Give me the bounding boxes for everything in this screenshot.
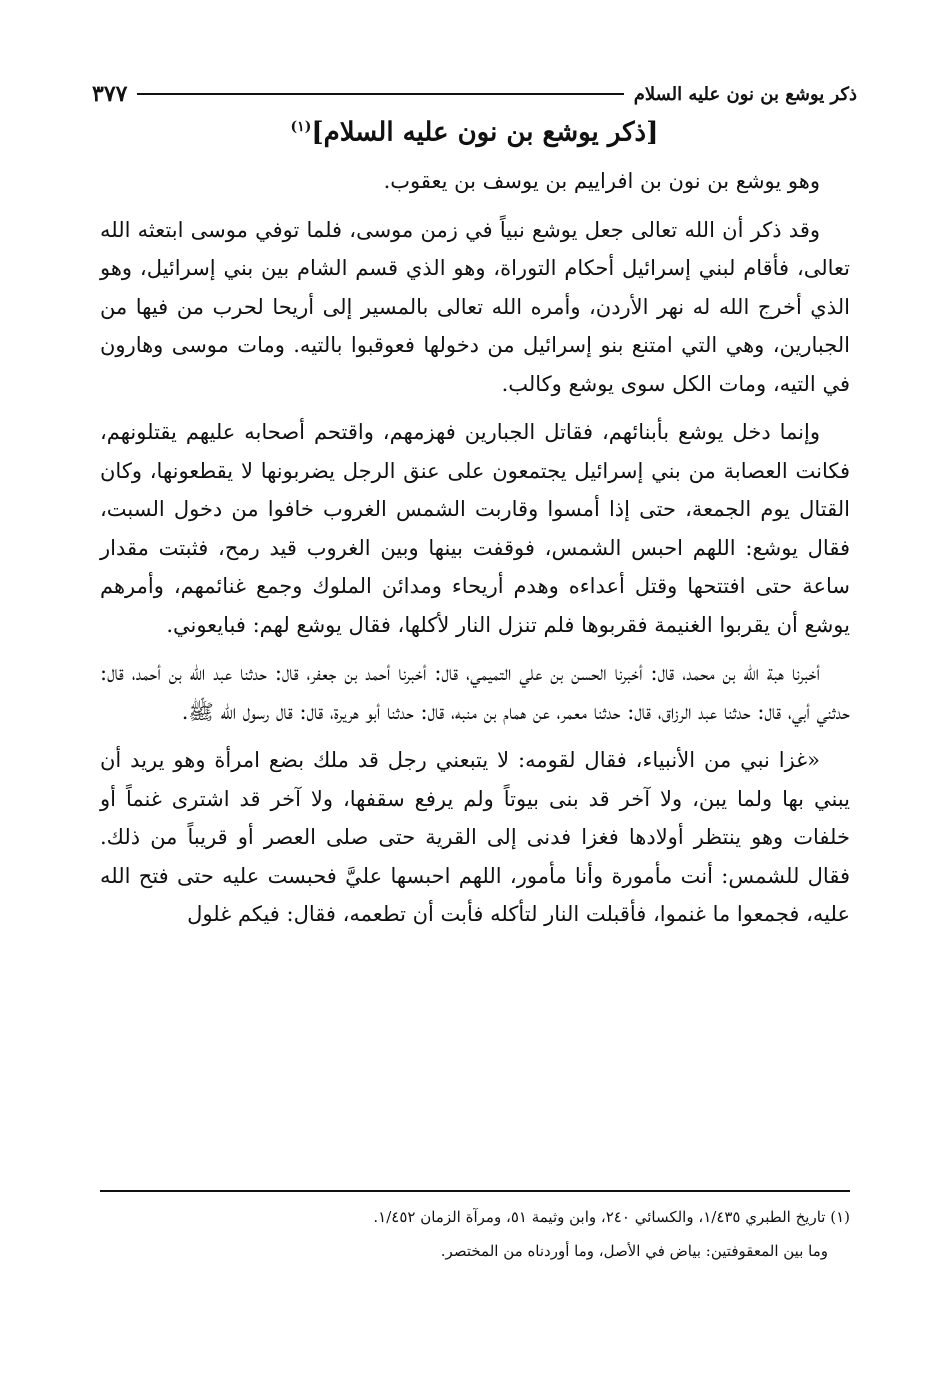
running-title: ذكر يوشع بن نون عليه السلام [633, 83, 857, 105]
footnote-1-continuation: وما بين المعقوفتين: بياض في الأصل، وما أوردناه من المختصر. [440, 1242, 828, 1260]
header-rule [137, 93, 623, 95]
paragraph-prophethood: وقد ذكر أن الله تعالى جعل يوشع نبياً في زمن موسى، فلما توفي موسى ابتعثه الله تعالى، فأقام لبني إسرائيل أحكام التوراة، وهو الذي قسم الشام بين بني إسرائيل، وهو الذي أخرج الله له نهر الأردن، وأمره الله تعالى بالمسير إلى أريحا لحرب من فيها من الجبارين، وهي التي امتنع بنو إسرائيل من دخولها فعوقبوا بالتيه. ومات موسى وهارون في التيه، ومات الكل سوى يوشع وكالب. [100, 217, 850, 396]
page-number: ٣٧٧ [92, 81, 128, 107]
section-title [92, 104, 857, 156]
paragraph-battle: وإنما دخل يوشع بأبنائهم، فقاتل الجبارين فهزمهم، واقتحم أصحابه عليهم يقتلونهم، فكانت العصابة من بني إسرائيل يجتمعون على عنق الرجل يضربونها لا يقطعونها، وكان القتال يوم الجمعة، حتى إذا أمسوا وقاربت الشمس الغروب خافوا من دخول السبت، فقال يوشع: اللهم احبس الشمس، فوقفت بينها وبين الغروب قيد رمح، فثبتت مقدار ساعة حتى افتتحها وقتل أعداءه وهدم أريحاء ومدائن الملوك وجمع غنائمهم، وأمرهم يوشع أن يقربوا الغنيمة فقربوها فلم تنزل النار لأكلها، فقال يوشع لهم: فبايعوني. [100, 420, 850, 637]
footnotes [100, 1200, 850, 1268]
body-text [100, 162, 850, 944]
footnote-1: (١) تاريخ الطبري ١/٤٣٥، والكسائي ٢٤٠، وابن وثيمة ٥١، ومرآة الزمان ١/٤٥٢. [373, 1208, 850, 1226]
footnote-mark: (١) [290, 119, 312, 135]
paragraph-hadith: «غزا نبي من الأنبياء، فقال لقومه: لا يتبعني رجل قد ملك بضع امرأة وهو يريد أن يبني بها ولما يبن، ولا آخر قد بنى بيوتاً ولم يرفع سقفها، ولا آخر قد اشترى غنماً أو خلفات وهو ينتظر أولادها فغزا فدنى إلى القرية حتى صلى العصر أو قريباً من ذلك. فقال للشمس: أنت مأمورة وأنا مأمور، اللهم احبسها عليَّ فحبست عليه حتى فتح الله عليه، فجمعوا ما غنموا، فأقبلت النار لتأكله فأبت أن تطعمه، فقال: فيكم غلول [100, 748, 850, 926]
footnote-rule [100, 1190, 850, 1192]
paragraph-isnad: أخبرنا هبة الله بن محمد، قال: أخبرنا الحسن بن علي التميمي، قال: أخبرنا أحمد بن جعفر، قال: حدثنا عبد الله بن أحمد، قال: حدثني أبي، قال: حدثنا عبد الرزاق، قال: حدثنا معمر، عن همام بن منبه، قال: حدثنا أبو هريرة، قال: قال رسول الله ﷺ. [100, 661, 850, 724]
section-title-text: [ذكر يوشع بن نون عليه السلام] [311, 117, 659, 148]
paragraph-lineage: وهو يوشع بن نون بن افراييم بن يوسف بن يعقوب. [383, 169, 820, 193]
